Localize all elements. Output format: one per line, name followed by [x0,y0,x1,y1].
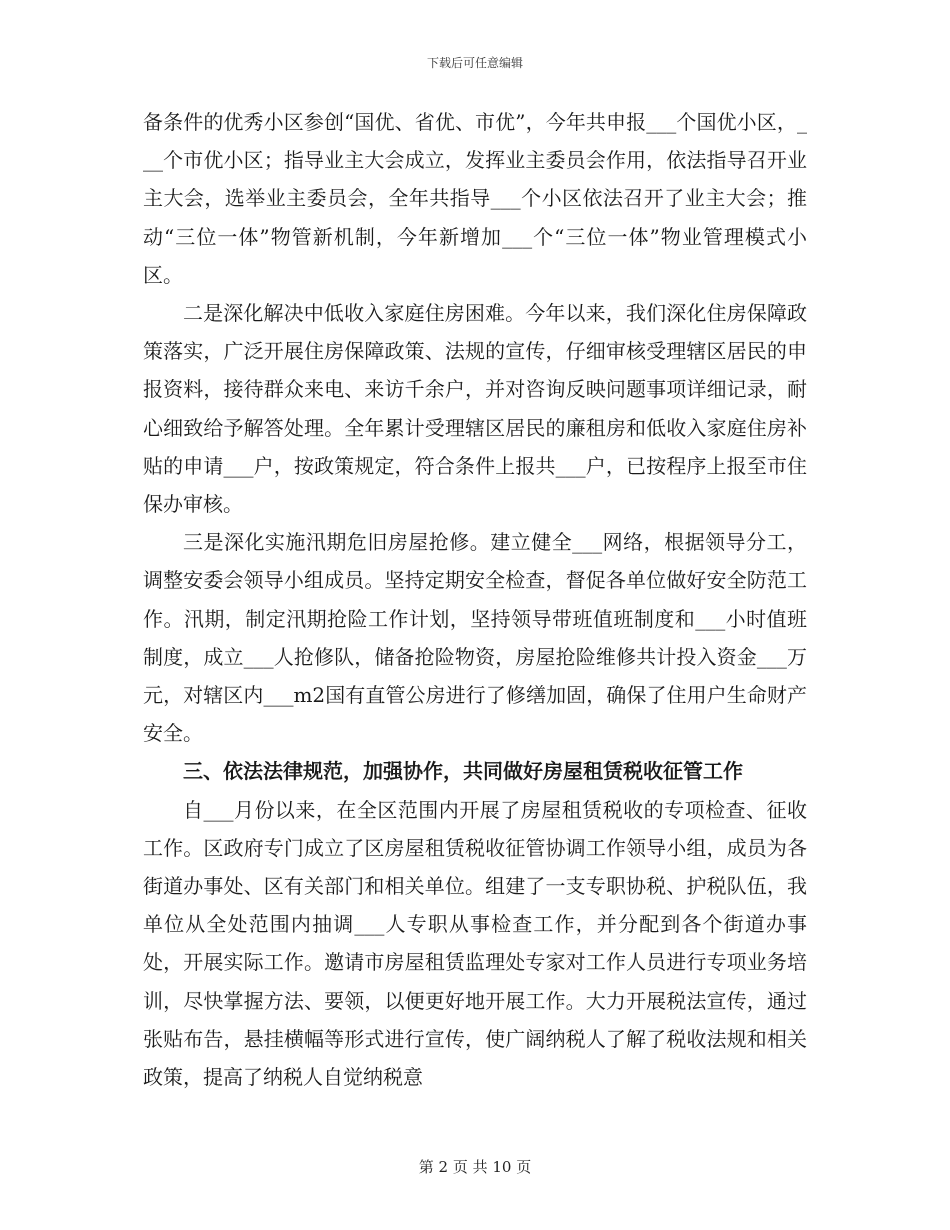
paragraph-rental-tax: 自___月份以来，在全区范围内开展了房屋租赁税收的专项检查、征收工作。区政府专门成立了区房屋租赁税收征管协调工作领导小组，成员为各街道办事处、区有关部门和相关单位。组建了一支专职协税、护税队伍，我单位从全处范围内抽调___人专职从事检查工作，并分配到各个街道办事处，开展实际工作。邀请市房屋租赁监理处专家对工作人员进行专项业务培训，尽快掌握方法、要领，以便更好地开展工作。大力开展税法宣传，通过张贴布告，悬挂横幅等形式进行宣传，使广阔纳税人了解了税收法规和相关政策，提高了纳税人自觉纳税意 [143,797,807,1090]
paragraph-community-awards: 备条件的优秀小区参创“国优、省优、市优”，今年共申报___个国优小区，___个市优小区；指导业主大会成立，发挥业主委员会作用，依法指导召开业主大会，选举业主委员会，全年共指导___个小区依法召开了业主大会；推动“三位一体”物管新机制，今年新增加___个“三位一体”物业管理模式小区。 [143,110,807,287]
page-footer: 第 2 页 共 10 页 [418,1158,532,1176]
document-body [143,103,807,1096]
section-heading-rental-tax: 三、依法法律规范，加强协作，共同做好房屋租赁税收征管工作 [183,759,743,784]
paragraph-flood-repair: 三是深化实施汛期危旧房屋抢修。建立健全___网络，根据领导分工，调整安委会领导小组成员。坚持定期安全检查，督促各单位做好安全防范工作。汛期，制定汛期抢险工作计划，坚持领导带班值班制度和___小时值班制度，成立___人抢修队，储备抢险物资，房屋抢险维修共计投入资金___万元，对辖区内___m2国有直管公房进行了修缮加固，确保了住用户生命财产安全。 [143,530,807,746]
page-header: 下载后可任意编辑 [426,56,523,70]
paragraph-housing-support: 二是深化解决中低收入家庭住房困难。今年以来，我们深化住房保障政策落实，广泛开展住房保障政策、法规的宣传，仔细审核受理辖区居民的申报资料，接待群众来电、来访千余户，并对咨询反映问题事项详细记录，耐心细致给予解答处理。全年累计受理辖区居民的廉租房和低收入家庭住房补贴的申请___户，按政策规定，符合条件上报共___户，已按程序上报至市住保办审核。 [143,301,807,517]
